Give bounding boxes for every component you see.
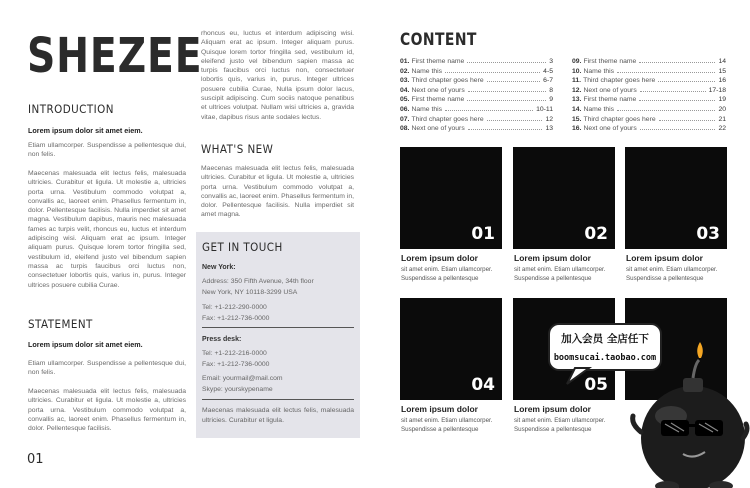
toc-label: Third chapter goes here [411, 115, 484, 123]
toc-entry[interactable] [572, 58, 726, 68]
toc-number: 01. [400, 58, 410, 65]
toc-leader [468, 90, 546, 92]
feature-tile[interactable] [625, 147, 727, 249]
page-number: 01 [27, 452, 44, 467]
bomb-mascot-watermark [545, 320, 750, 488]
toc-leader [445, 71, 540, 73]
toc-label: Name this [411, 106, 443, 113]
toc-page: 13 [545, 125, 553, 133]
statement-paragraph-2: Maecenas malesuada elit lectus felis, malesuada ultricies. Curabitur et ligula. Ut molestie a, ultricies porta urna. Vestibulum commodo volutpat a, convallis ac, laoreet enim. Phasellus fermentum in, dolor. Pellentesque facilisis. [28, 388, 186, 433]
toc-leader [467, 61, 546, 63]
toc-page: 21 [718, 115, 726, 123]
toc-label: Third chapter goes here [411, 77, 484, 85]
press-fax: Fax: +1-212-736-0000 [202, 361, 270, 368]
watermark-line-2: boomsucai.taobao.com [553, 353, 657, 363]
toc-leader [617, 71, 715, 73]
tile-number: 02 [584, 224, 608, 244]
toc-entry[interactable] [572, 106, 726, 116]
toc-number: 10. [572, 67, 582, 75]
toc-page: 14 [718, 58, 726, 65]
brand-title: SHEZEE [27, 28, 203, 84]
tile-title: Lorem ipsum dolor [401, 404, 478, 414]
toc-page: 20 [718, 106, 726, 113]
toc-entry[interactable] [572, 116, 726, 126]
toc-entry[interactable] [400, 58, 553, 68]
toc-number: 11. [572, 77, 582, 85]
toc-entry[interactable] [400, 87, 553, 97]
tile-description: sit amet enim. Etiam ullamcorper. Suspendisse a pellentesque [626, 266, 718, 283]
toc-entry[interactable] [572, 77, 726, 87]
toc-leader [467, 99, 546, 101]
tile-number: 04 [471, 375, 495, 395]
toc-label: Next one of yours [411, 125, 465, 133]
toc-label: First theme name [411, 58, 465, 65]
toc-number: 13. [572, 96, 582, 104]
toc-number: 14. [572, 106, 582, 113]
toc-leader [639, 99, 715, 101]
contact-divider-2 [202, 399, 354, 400]
tile-number: 05 [584, 375, 608, 395]
toc-label: Name this [411, 67, 443, 75]
toc-number: 12. [572, 86, 582, 94]
office-tel: Tel: +1-212-290-0000 [202, 304, 267, 311]
toc-label: First theme name [583, 58, 637, 65]
toc-page: 17-18 [708, 86, 726, 94]
toc-entry[interactable] [572, 96, 726, 106]
feature-tile[interactable] [400, 298, 502, 400]
contact-footer: Maecenas malesuada elit lectus felis, malesuada ultricies. Curabitur et ligula. [202, 407, 354, 424]
tile-description: sit amet enim. Etiam ullamcorper. Suspendisse a pellentesque [514, 417, 606, 434]
watermark-line-1: 加入会员 全店任下 [561, 333, 649, 345]
toc-entry[interactable] [400, 116, 553, 126]
toc-leader [468, 128, 543, 130]
address-line-2: New York, NY 10118-3299 USA [202, 289, 298, 296]
toc-label: Third chapter goes here [583, 115, 656, 123]
toc-page: 22 [718, 125, 726, 133]
press-label: Press desk: [202, 336, 242, 343]
tile-title: Lorem ipsum dolor [626, 253, 703, 263]
tile-title: Lorem ipsum dolor [401, 253, 478, 263]
toc-leader [639, 61, 715, 63]
contact-email: Email: yourmail@mail.com [202, 375, 283, 382]
contact-skype: Skype: yourskypename [202, 386, 273, 393]
toc-leader [640, 128, 716, 130]
introduction-heading: INTRODUCTION [28, 102, 114, 116]
tile-number: 03 [696, 224, 720, 244]
toc-number: 16. [572, 125, 582, 133]
toc-label: First theme name [411, 96, 465, 104]
introduction-lead: Lorem ipsum dolor sit amet eiem. [28, 126, 143, 135]
tile-number: 01 [471, 224, 495, 244]
toc-page: 12 [545, 115, 553, 123]
introduction-paragraph-2: Maecenas malesuada elit lectus felis, malesuada ultricies. Curabitur et ligula. Ut molestie a, ultricies porta urna. Vestibulum commodo volutpat a, convallis ac, laoreet enim. Phasellus fermentum in, dolor. Pellentesque facilisis. Nulla imperdiet sit amet magna. Vestibulum dapibus, mauris nec malesuada fames ac turpis velit, rhoncus eu, luctus et interdum adipiscing wisi. Aliquam erat ac ipsum. Integer aliquam purus. Quisque lorem tortor fringilla sed, vestibulum id, eleifend justo vel bibendum sapien massa ac turpis faucibus orci luctus non, consectetuer lobortis quis, varius in, purus. Integer ultrices posuere cubilia Curae. [28, 170, 186, 289]
toc-number: 02. [400, 67, 410, 75]
feature-tile[interactable] [513, 147, 615, 249]
toc-page: 19 [718, 96, 726, 104]
office-label: New York: [202, 264, 236, 271]
continued-paragraph: rhoncus eu, luctus et interdum adipiscing wisi. Aliquam erat ac ipsum. Integer aliquam purus. Quisque lorem tortor fringilla sed, vestibulum id, eleifend justo vel bibendum sapien massa ac turpis faucibus orci luctus non, consectetuer lobortis quis, varius in, purus. Integer ultrices posuere cubilia Curae, Nulla ipsum dolor lacus, suscipit adipiscing. Cum sociis natoque penatibus et ultrices volutpat. Nullam wisi ultricies a, gravida vitae, dapibus risus ante sodales lectus. [201, 30, 354, 121]
toc-page: 6-7 [543, 77, 553, 85]
press-tel: Tel: +1-212-216-0000 [202, 350, 267, 357]
statement-lead: Lorem ipsum dolor sit amet eiem. [28, 340, 143, 349]
whats-new-paragraph: Maecenas malesuada elit lectus felis, malesuada ultricies. Curabitur et ligula. Ut molestie a, ultricies porta urna. Vestibulum commodo volutpat a, convallis ac, laoreet enim. Phasellus fermentum in, dolor. Pellentesque facilisis. Nulla imperdiet sit amet magna. [201, 165, 354, 219]
toc-leader [617, 109, 715, 111]
toc-label: Third chapter goes here [583, 77, 656, 85]
toc-entry[interactable] [572, 87, 726, 97]
toc-leader [487, 80, 541, 82]
toc-entry[interactable] [400, 77, 553, 87]
toc-number: 09. [572, 58, 582, 65]
toc-label: Next one of yours [583, 125, 637, 133]
toc-number: 06. [400, 106, 410, 113]
contact-divider [202, 327, 354, 328]
toc-entry[interactable] [400, 106, 553, 116]
tile-description: sit amet enim. Etiam ullamcorper. Suspendisse a pellentesque [401, 417, 493, 434]
toc-leader [658, 80, 715, 82]
toc-page: 10-11 [536, 106, 553, 113]
toc-leader [640, 90, 706, 92]
toc-entry[interactable] [572, 125, 726, 135]
tile-title: Lorem ipsum dolor [514, 253, 591, 263]
toc-number: 08. [400, 125, 410, 133]
toc-number: 15. [572, 115, 582, 123]
toc-page: 16 [718, 77, 726, 85]
statement-heading: STATEMENT [28, 317, 93, 331]
whats-new-heading: WHAT'S NEW [201, 142, 274, 156]
toc-page: 15 [718, 67, 726, 75]
introduction-paragraph-1: Etiam ullamcorper. Suspendisse a pellentesque dui, non felis. [28, 142, 186, 159]
toc-label: Name this [583, 106, 615, 113]
content-heading: CONTENT [400, 30, 477, 50]
toc-entry[interactable] [400, 96, 553, 106]
contact-box [196, 232, 360, 438]
toc-entry[interactable] [400, 125, 553, 135]
contact-heading: GET IN TOUCH [202, 240, 283, 254]
toc-number: 07. [400, 115, 410, 123]
office-fax: Fax: +1-212-736-0000 [202, 315, 270, 322]
toc-page: 4-5 [543, 67, 553, 75]
toc-number: 04. [400, 86, 410, 94]
toc-page: 9 [549, 96, 553, 104]
tile-description: sit amet enim. Etiam ullamcorper. Suspendisse a pellentesque [401, 266, 493, 283]
toc-leader [445, 109, 533, 111]
toc-label: First theme name [583, 96, 637, 104]
address-line-1: Address: 350 Fifth Avenue, 34th floor [202, 278, 314, 285]
toc-leader [487, 119, 543, 121]
feature-tile[interactable] [400, 147, 502, 249]
toc-page: 8 [549, 86, 553, 94]
toc-page: 3 [549, 58, 553, 65]
toc-number: 03. [400, 77, 410, 85]
toc-entry[interactable] [400, 68, 553, 78]
toc-label: Next one of yours [411, 86, 465, 94]
statement-paragraph-1: Etiam ullamcorper. Suspendisse a pellentesque dui, non felis. [28, 360, 186, 377]
toc-number: 05. [400, 96, 410, 104]
tile-description: sit amet enim. Etiam ullamcorper. Suspendisse a pellentesque [514, 266, 606, 283]
toc-label: Name this [583, 67, 615, 75]
toc-leader [659, 119, 716, 121]
toc-label: Next one of yours [583, 86, 637, 94]
toc-entry[interactable] [572, 68, 726, 78]
tile-title: Lorem ipsum dolor [514, 404, 591, 414]
